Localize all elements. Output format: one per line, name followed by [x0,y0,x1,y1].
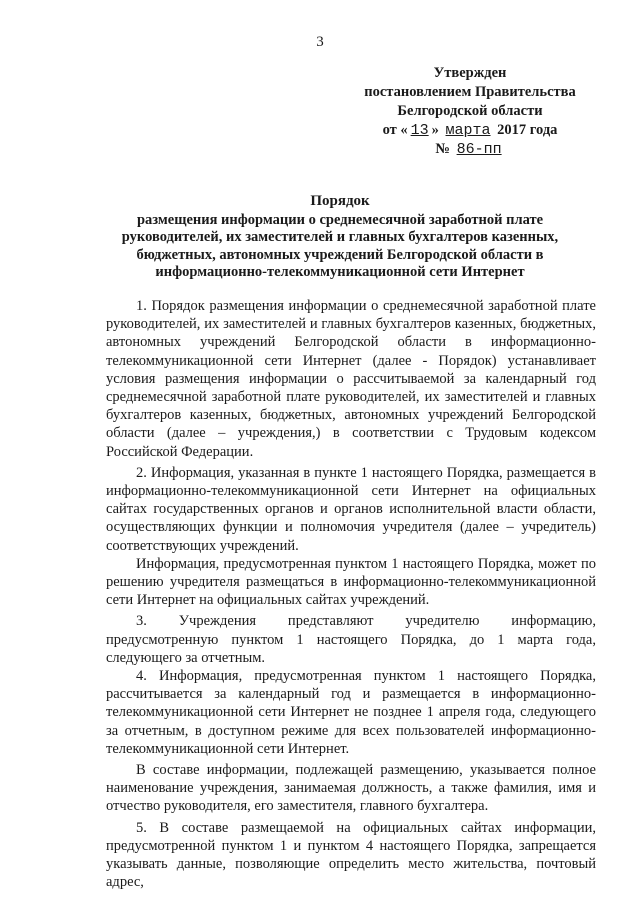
document-body [106,297,596,895]
title-line: размещения информации о среднемесячной заработной плате [136,211,544,228]
approval-date-day: 13 [410,122,429,139]
approval-line-resolution: постановлением Правительства [364,84,576,100]
approval-number-prefix: № [435,141,450,157]
approval-date-mid: » [431,122,439,138]
approval-line-approved: Утвержден [433,65,507,81]
approval-line-region: Белгородской области [397,103,543,119]
paragraph-1: 1. Порядок размещения информации о среднемесячной заработной плате руководителей, их заместителей и главных бухгалтеров казенных, бюджетных, автономных учреждений Белгородской области в информационно-телекоммуникационной сети Интернет (далее - Порядок) устанавливает условия размещения информации о рассчитываемой за календарный год среднемесячной заработной плате руководителей, их заместителей и главных бухгалтеров казенных, бюджетных, автономных учреждений Белгородской области (далее – учреждения,) в соответствии с Трудовым кодексом Российской Федерации. [106,298,596,460]
title-line: бюджетных, автономных учреждений Белгородской области в [136,246,544,263]
paragraph-2: 2. Информация, указанная в пункте 1 настоящего Порядка, размещается в информационно-телекоммуникационной сети Интернет на официальных сайтах государственных органов и органов исполнительной власти области, осуществляющих функции и полномочия учредителя (далее – учредитель) соответствующих учреждений. [106,464,596,554]
approval-stamp [345,64,595,159]
title-line: руководителей, их заместителей и главных бухгалтеров казенных, [121,229,559,245]
paragraph-4: 4. Информация, предусмотренная пунктом 1 настоящего Порядка, рассчитывается за календарный год и размещается в информационно-телекоммуникационной сети Интернет не позднее 1 апреля года, следующего за отчетным, в доступном режиме для всех пользователей информационно-телекоммуникационной сети Интернет. [106,668,596,757]
approval-date-year: 2017 года [497,122,558,138]
title-line: информационно-телекоммуникационной сети Интернет [155,264,525,280]
approval-number-value: 86-пп [456,141,502,158]
title-heading: Порядок [310,193,370,209]
page-number: 3 [316,34,324,50]
paragraph-5: 5. В составе размещаемой на официальных сайтах информации, предусмотренной пунктом 1 и пунктом 4 настоящего Порядка, запрещается указывать данные, позволяющие определить место жительства, почтовый адрес, [106,819,596,891]
approval-date [345,121,595,140]
document-title [110,193,570,282]
approval-date-month: марта [445,122,491,139]
approval-date-prefix: от « [382,122,408,138]
paragraph-3: 3. Учреждения представляют учредителю информацию, предусмотренную пунктом 1 настоящего Порядка, до 1 марта года, следующего за отчетным. [106,613,596,666]
approval-number [345,140,595,159]
paragraph-2-note: Информация, предусмотренная пунктом 1 настоящего Порядка, может по решению учредителя размещаться в информационно-телекоммуникационной сети Интернет на официальных сайтах учреждений. [106,555,596,609]
paragraph-4-note: В составе информации, подлежащей размещению, указывается полное наименование учреждения, занимаемая должность, а также фамилия, имя и отчество руководителя, его заместителя, главного бухгалтера. [106,762,596,815]
